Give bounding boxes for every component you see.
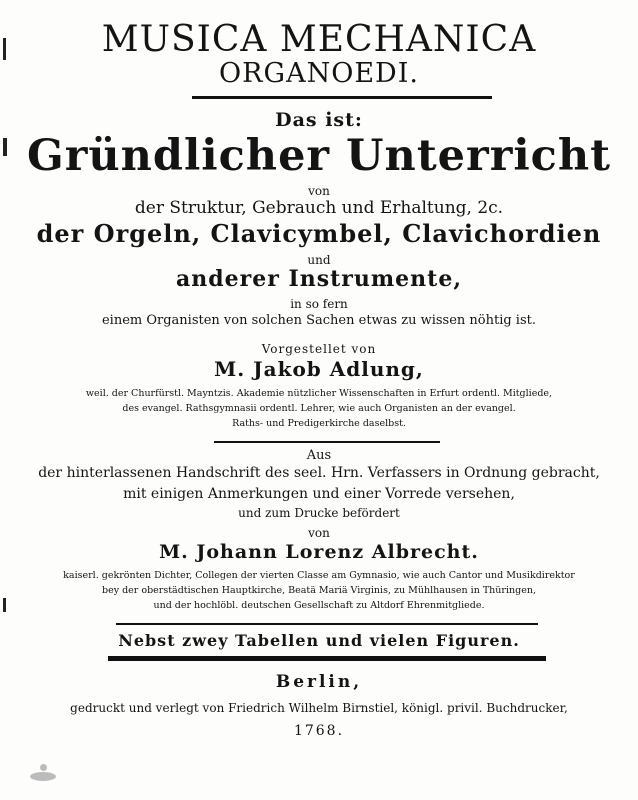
author-description: weil. der Churfürstl. Mayntzis. Akademie nützlicher Wissenschaften in Erfurt ordentl. Mitgliede,	[85, 388, 553, 399]
editor-description: mit einigen Anmerkungen und einer Vorrede versehen,	[123, 486, 515, 502]
main-title: Gründlicher Unterricht	[26, 131, 611, 181]
editor-titles: kaiserl. gekrönten Dichter, Collegen der vierten Classe am Gymnasio, wie auch Cantor und Musikdirektor	[63, 570, 575, 581]
subject-line: der Struktur, Gebrauch und Erhaltung, 2c.	[134, 198, 504, 218]
von-2: von	[308, 526, 330, 540]
editor-titles: und der hochlöbl. deutschen Gesellschaft zu Altdorf Ehrenmitgliede.	[153, 600, 485, 611]
von-1: von	[308, 184, 330, 198]
author-rule	[214, 441, 440, 443]
title-rule	[192, 96, 492, 99]
printer: gedruckt und verlegt von Friedrich Wilhelm Birnstiel, königl. privil. Buchdrucker,	[70, 701, 568, 715]
tables-note: Nebst zwey Tabellen und vielen Figuren.	[118, 631, 520, 650]
und: und	[307, 253, 331, 267]
instruments-line: der Orgeln, Clavicymbel, Clavichordien	[36, 219, 602, 248]
author-description: des evangel. Rathsgymnasii ordentl. Lehrer, wie auch Organisten an der evangel.	[122, 403, 516, 414]
ink-blot	[30, 772, 56, 781]
tables-rule-top	[116, 623, 538, 625]
title-line-1: MUSICA MECHANICA	[101, 19, 537, 60]
editor-description: und zum Drucke befördert	[238, 506, 400, 520]
editor-titles: bey der oberstädtischen Hauptkirche, Beatä Mariä Virginis, zu Mühlhausen in Thüringen,	[102, 585, 536, 596]
organisten-line: einem Organisten von solchen Sachen etwas zu wissen nöhtig ist.	[101, 313, 536, 328]
das-ist: Das ist:	[275, 109, 363, 131]
anderer-line: anderer Instrumente,	[176, 266, 462, 292]
aus: Aus	[306, 448, 332, 463]
author-name: M. Jakob Adlung,	[214, 357, 424, 381]
author-description: Raths- und Predigerkirche daselbst.	[232, 418, 406, 429]
tables-rule-bottom	[108, 656, 546, 661]
title-line-2: ORGANOEDI.	[219, 58, 419, 89]
editor-name: M. Johann Lorenz Albrecht.	[159, 541, 479, 563]
in-so-fern: in so fern	[290, 297, 348, 311]
year: 1768.	[293, 723, 345, 739]
city: Berlin,	[275, 672, 363, 692]
ink-blot	[40, 764, 47, 771]
vorgestellet: Vorgestellet von	[261, 342, 377, 356]
editor-description: der hinterlassenen Handschrift des seel. Hrn. Verfassers in Ordnung gebracht,	[38, 465, 600, 481]
